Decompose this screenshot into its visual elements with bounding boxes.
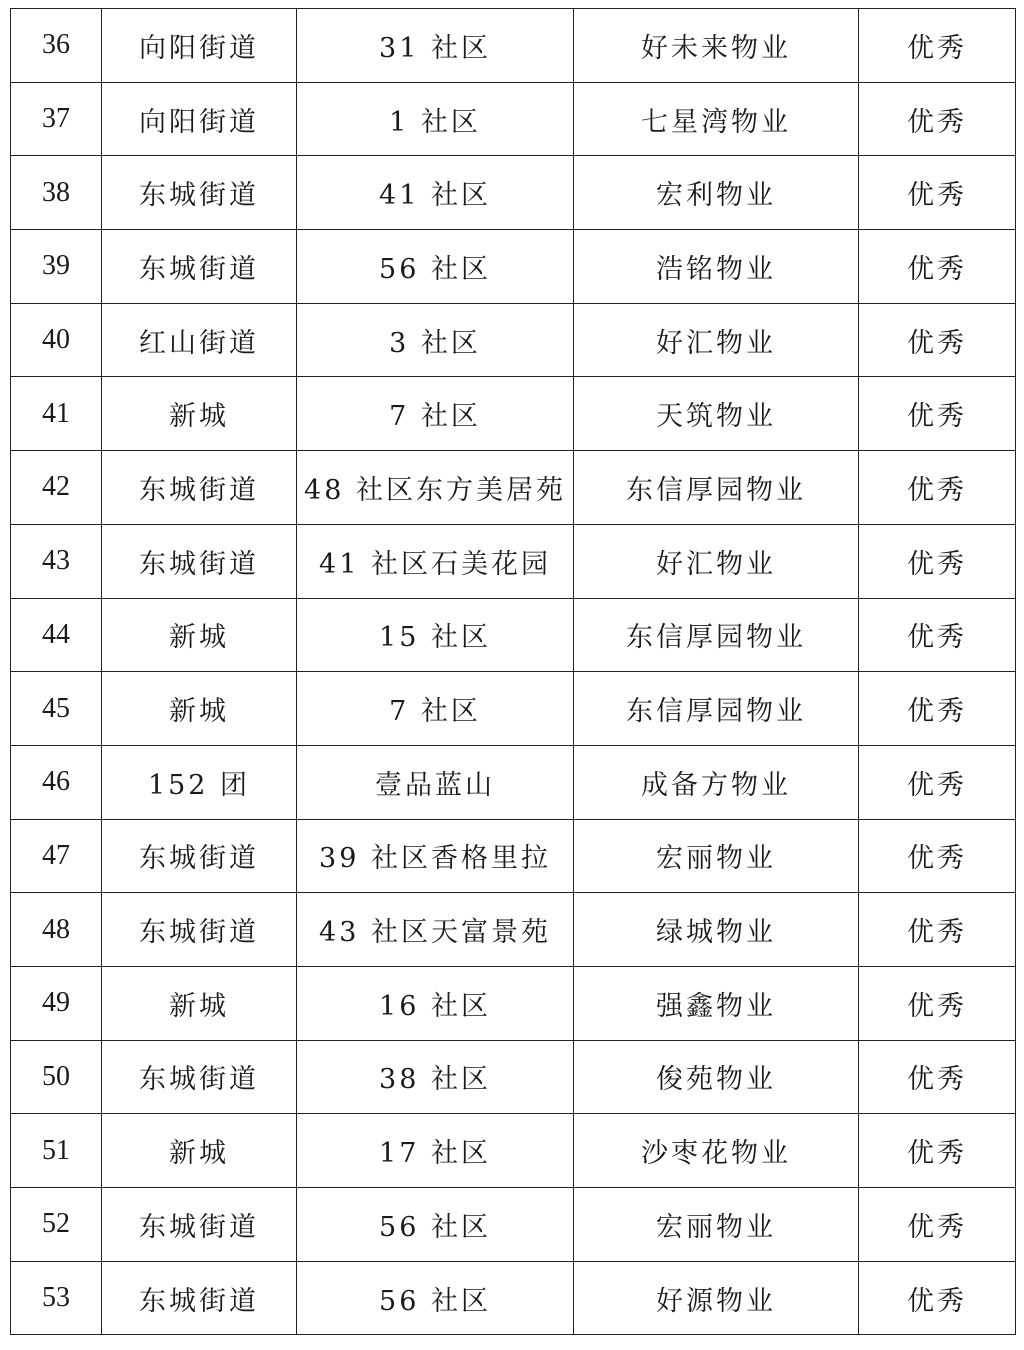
cell-street: 东城街道 bbox=[102, 1261, 297, 1335]
cell-property-company: 好未来物业 bbox=[574, 9, 859, 83]
cell-property-company: 好汇物业 bbox=[574, 303, 859, 377]
cell-street: 新城 bbox=[102, 377, 297, 451]
cell-street: 东城街道 bbox=[102, 1188, 297, 1262]
table-row bbox=[11, 745, 1016, 819]
cell-index: 49 bbox=[11, 966, 102, 1040]
cell-property-company: 东信厚园物业 bbox=[574, 598, 859, 672]
table-row bbox=[11, 156, 1016, 230]
cell-community: 17 社区 bbox=[297, 1114, 574, 1188]
cell-community: 7 社区 bbox=[297, 672, 574, 746]
table-row bbox=[11, 966, 1016, 1040]
cell-rating: 优秀 bbox=[859, 9, 1016, 83]
cell-rating: 优秀 bbox=[859, 230, 1016, 304]
cell-index: 51 bbox=[11, 1114, 102, 1188]
cell-index: 38 bbox=[11, 156, 102, 230]
cell-street: 东城街道 bbox=[102, 1040, 297, 1114]
cell-rating: 优秀 bbox=[859, 303, 1016, 377]
cell-street: 东城街道 bbox=[102, 893, 297, 967]
cell-community: 31 社区 bbox=[297, 9, 574, 83]
table-row bbox=[11, 672, 1016, 746]
cell-index: 46 bbox=[11, 745, 102, 819]
cell-community: 1 社区 bbox=[297, 82, 574, 156]
cell-index: 52 bbox=[11, 1188, 102, 1262]
table-row bbox=[11, 303, 1016, 377]
cell-property-company: 成备方物业 bbox=[574, 745, 859, 819]
cell-property-company: 宏丽物业 bbox=[574, 819, 859, 893]
table-row bbox=[11, 1040, 1016, 1114]
table-row bbox=[11, 451, 1016, 525]
cell-rating: 优秀 bbox=[859, 82, 1016, 156]
cell-index: 44 bbox=[11, 598, 102, 672]
cell-community: 3 社区 bbox=[297, 303, 574, 377]
cell-street: 东城街道 bbox=[102, 451, 297, 525]
table-row bbox=[11, 819, 1016, 893]
cell-property-company: 强鑫物业 bbox=[574, 966, 859, 1040]
cell-street: 新城 bbox=[102, 966, 297, 1040]
cell-street: 新城 bbox=[102, 598, 297, 672]
table-row bbox=[11, 1261, 1016, 1335]
cell-community: 56 社区 bbox=[297, 230, 574, 304]
cell-property-company: 天筑物业 bbox=[574, 377, 859, 451]
cell-community: 56 社区 bbox=[297, 1188, 574, 1262]
cell-index: 39 bbox=[11, 230, 102, 304]
cell-rating: 优秀 bbox=[859, 451, 1016, 525]
cell-rating: 优秀 bbox=[859, 893, 1016, 967]
cell-community: 41 社区 bbox=[297, 156, 574, 230]
cell-index: 47 bbox=[11, 819, 102, 893]
cell-index: 36 bbox=[11, 9, 102, 83]
cell-street: 红山街道 bbox=[102, 303, 297, 377]
cell-rating: 优秀 bbox=[859, 1188, 1016, 1262]
cell-property-company: 宏利物业 bbox=[574, 156, 859, 230]
cell-community: 43 社区天富景苑 bbox=[297, 893, 574, 967]
table-row bbox=[11, 377, 1016, 451]
cell-street: 向阳街道 bbox=[102, 9, 297, 83]
cell-community: 16 社区 bbox=[297, 966, 574, 1040]
cell-rating: 优秀 bbox=[859, 819, 1016, 893]
cell-community: 41 社区石美花园 bbox=[297, 524, 574, 598]
cell-index: 50 bbox=[11, 1040, 102, 1114]
table-row bbox=[11, 230, 1016, 304]
cell-rating: 优秀 bbox=[859, 966, 1016, 1040]
cell-rating: 优秀 bbox=[859, 598, 1016, 672]
cell-rating: 优秀 bbox=[859, 377, 1016, 451]
table-row bbox=[11, 1188, 1016, 1262]
cell-rating: 优秀 bbox=[859, 672, 1016, 746]
table-container bbox=[10, 8, 1016, 1335]
cell-index: 42 bbox=[11, 451, 102, 525]
cell-community: 15 社区 bbox=[297, 598, 574, 672]
cell-index: 48 bbox=[11, 893, 102, 967]
cell-rating: 优秀 bbox=[859, 1040, 1016, 1114]
property-rating-table bbox=[10, 8, 1016, 1335]
cell-property-company: 宏丽物业 bbox=[574, 1188, 859, 1262]
table-row bbox=[11, 893, 1016, 967]
cell-rating: 优秀 bbox=[859, 745, 1016, 819]
table-body bbox=[11, 9, 1016, 1335]
cell-community: 38 社区 bbox=[297, 1040, 574, 1114]
cell-rating: 优秀 bbox=[859, 524, 1016, 598]
cell-index: 37 bbox=[11, 82, 102, 156]
cell-property-company: 绿城物业 bbox=[574, 893, 859, 967]
cell-street: 东城街道 bbox=[102, 156, 297, 230]
cell-street: 东城街道 bbox=[102, 819, 297, 893]
cell-property-company: 东信厚园物业 bbox=[574, 451, 859, 525]
cell-community: 壹品蓝山 bbox=[297, 745, 574, 819]
cell-index: 41 bbox=[11, 377, 102, 451]
table-row bbox=[11, 9, 1016, 83]
cell-property-company: 七星湾物业 bbox=[574, 82, 859, 156]
cell-index: 53 bbox=[11, 1261, 102, 1335]
cell-rating: 优秀 bbox=[859, 156, 1016, 230]
cell-street: 152 团 bbox=[102, 745, 297, 819]
cell-rating: 优秀 bbox=[859, 1261, 1016, 1335]
cell-rating: 优秀 bbox=[859, 1114, 1016, 1188]
cell-property-company: 俊苑物业 bbox=[574, 1040, 859, 1114]
cell-community: 7 社区 bbox=[297, 377, 574, 451]
cell-street: 东城街道 bbox=[102, 524, 297, 598]
cell-property-company: 好源物业 bbox=[574, 1261, 859, 1335]
cell-community: 56 社区 bbox=[297, 1261, 574, 1335]
cell-street: 东城街道 bbox=[102, 230, 297, 304]
cell-street: 向阳街道 bbox=[102, 82, 297, 156]
cell-community: 48 社区东方美居苑 bbox=[297, 451, 574, 525]
table-row bbox=[11, 82, 1016, 156]
cell-index: 40 bbox=[11, 303, 102, 377]
cell-community: 39 社区香格里拉 bbox=[297, 819, 574, 893]
cell-index: 45 bbox=[11, 672, 102, 746]
cell-property-company: 东信厚园物业 bbox=[574, 672, 859, 746]
cell-street: 新城 bbox=[102, 1114, 297, 1188]
table-row bbox=[11, 598, 1016, 672]
cell-street: 新城 bbox=[102, 672, 297, 746]
cell-index: 43 bbox=[11, 524, 102, 598]
cell-property-company: 沙枣花物业 bbox=[574, 1114, 859, 1188]
table-row bbox=[11, 524, 1016, 598]
table-row bbox=[11, 1114, 1016, 1188]
cell-property-company: 浩铭物业 bbox=[574, 230, 859, 304]
cell-property-company: 好汇物业 bbox=[574, 524, 859, 598]
